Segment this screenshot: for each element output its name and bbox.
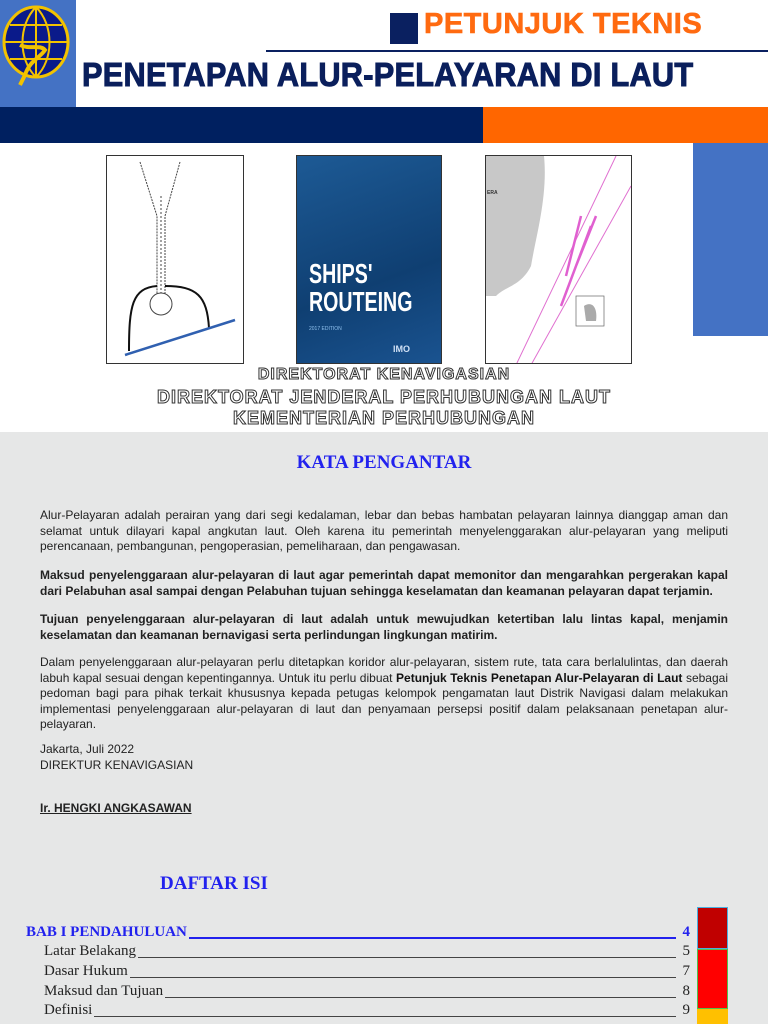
ships-routeing-cover-image: [296, 155, 442, 364]
toc-leader: [189, 937, 676, 939]
org-line-2: DIREKTORAT JENDERAL PERHUBUNGAN LAUT: [156, 387, 612, 407]
toc-label: Maksud dan Tujuan: [44, 983, 164, 999]
divider: [266, 50, 768, 52]
foreword-title: KATA PENGANTAR: [296, 452, 472, 473]
color-tab-red: [697, 949, 728, 1009]
toc-item[interactable]: [0, 980, 690, 1000]
toc-leader: [94, 1016, 676, 1017]
toc-item[interactable]: [0, 960, 690, 980]
navy-banner: [0, 107, 483, 143]
toc-page: 4: [682, 924, 690, 940]
toc-page: 9: [682, 1002, 690, 1018]
map-label: ERA: [487, 190, 498, 196]
cover-title-line1: SHIPS': [309, 258, 373, 289]
toc-label: Definisi: [44, 1002, 93, 1018]
route-map-image: [485, 155, 632, 364]
color-tab-yellow: [697, 1009, 728, 1024]
toc-page: 5: [682, 943, 690, 959]
imo-logo: IMO: [393, 344, 410, 354]
ministry-logo-icon: [0, 0, 76, 90]
toc-label: Dasar Hukum: [44, 963, 128, 979]
document-type-label: PETUNJUK TEKNIS: [424, 8, 703, 40]
paragraph-text: sebagai pedoman bagi para pihak terkait khususnya kepada petugas kelompok pengamatan laut Distrik Navigasi dalam melakukan implementasi penyelenggaraan alur-pelayaran di laut dan penyamaan persepsi positif dalam pelaksanaan penetapan alur-pelayaran.: [40, 670, 728, 731]
orange-banner: [483, 107, 768, 143]
logo-background: [0, 0, 76, 107]
foreword-paragraph-4: [40, 655, 728, 733]
signer-name: Ir. HENGKI ANGKASAWAN: [40, 801, 192, 815]
channel-diagram-image: [106, 155, 244, 364]
toc-leader: [130, 977, 676, 978]
foreword-paragraph-1: Alur-Pelayaran adalah perairan yang dari segi kedalaman, lebar dan bebas hambatan pelayaran lainnya dianggap aman dan selamat untuk dilayari kapal angkutan laut. Oleh karena itu pemerintah menyelenggarakan alur-pelayaran yang meliputi perencanaan, pembangunan, pengoperasian, pemeliharaan, dan pengawasan.: [40, 508, 728, 553]
toc-leader: [165, 997, 676, 998]
guideline-title-emphasis: Petunjuk Teknis Penetapan Alur-Pelayaran di Laut: [396, 670, 683, 685]
toc-page: 7: [682, 963, 690, 979]
toc-item[interactable]: [0, 999, 690, 1019]
toc-title: DAFTAR ISI: [160, 873, 268, 894]
toc-item-bab-1[interactable]: [0, 921, 690, 941]
document-title: PENETAPAN ALUR-PELAYARAN DI LAUT: [82, 56, 694, 93]
toc-label: Latar Belakang: [44, 943, 137, 959]
foreword-paragraph-3: Tujuan penyelenggaraan alur-pelayaran di laut adalah untuk mewujudkan ketertiban lalu lintas kapal, menjamin keselamatan dan keamanan bernavigasi serta perlindungan lingkungan matirim.: [40, 612, 728, 642]
toc-page: 8: [682, 983, 690, 999]
org-line-3: KEMENTERIAN PERHUBUNGAN: [232, 408, 535, 428]
signer-position: DIREKTUR KENAVIGASIAN: [40, 758, 194, 772]
paragraph-text: Dalam penyelenggaraan alur-pelayaran perlu ditetapkan koridor alur-pelayaran, sistem rute, tata cara berlalulintas, dan daerah labuh kapal sesuai dengan kepentingannya. Untuk itu perlu dibuat: [40, 655, 728, 685]
cover-title-line2: ROUTEING: [309, 286, 413, 317]
toc-item[interactable]: [0, 940, 690, 960]
place-date: Jakarta, Juli 2022: [40, 742, 135, 756]
tag-square: [390, 13, 418, 44]
color-tab-dark-red: [697, 907, 728, 949]
toc-leader: [138, 957, 676, 958]
cover-edition: 2017 EDITION: [309, 326, 342, 332]
org-line-1: DIREKTORAT KENAVIGASIAN: [257, 366, 511, 383]
side-accent: [693, 143, 768, 336]
foreword-paragraph-2: Maksud penyelenggaraan alur-pelayaran di laut agar pemerintah dapat memonitor dan mengarahkan pergerakan kapal dari Pelabuhan asal sampai dengan Pelabuhan tujuan sehingga keselamatan dan keamanan pelayaran dapat terjamin.: [40, 568, 728, 598]
toc-label: BAB I PENDAHULUAN: [26, 924, 187, 940]
